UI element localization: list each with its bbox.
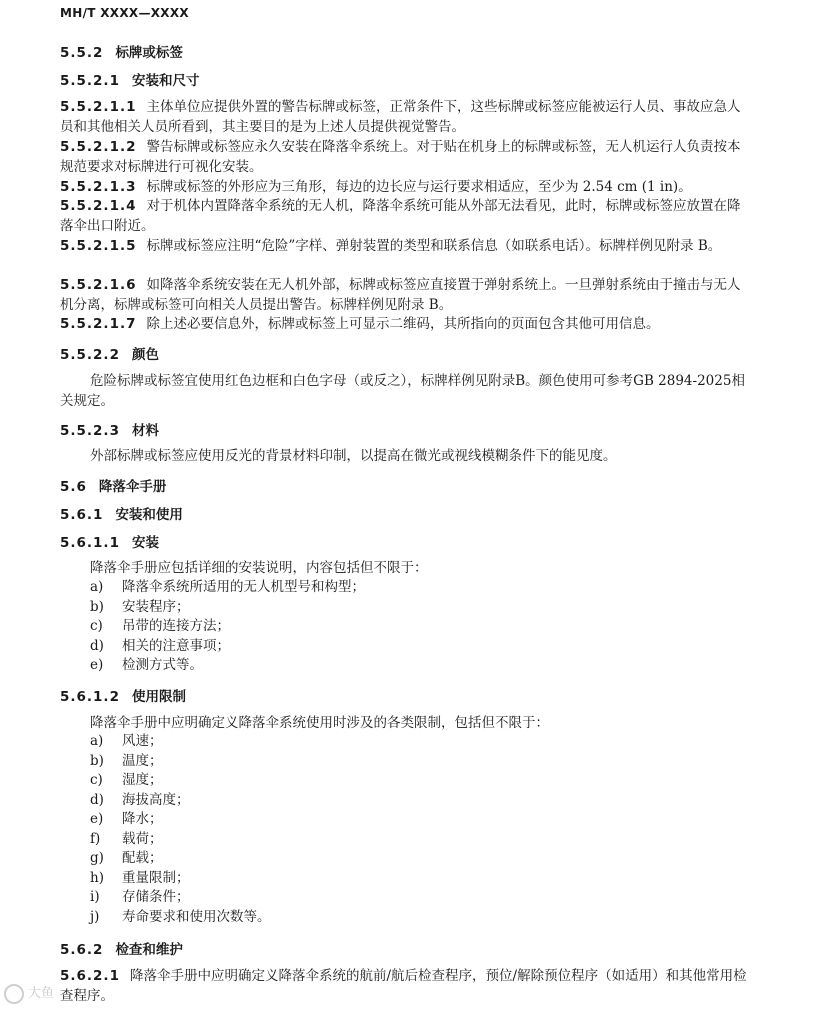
watermark-text: 大鱼 [28,986,55,1001]
standard-number-header: MH/T XXXX—XXXX [60,6,189,20]
list-item-text: 降落伞系统所适用的无人机型号和构型； [122,579,365,595]
heading-number: 5.5.2.2 [60,347,120,363]
list-marker: d) [90,637,104,654]
heading-number: 5.6.2 [60,942,104,958]
heading-title: 使用限制 [131,689,186,705]
heading-title: 颜色 [131,347,159,363]
list-marker: a) [90,733,104,749]
heading-number: 5.6 [60,479,87,495]
list-item-text: 海拔高度； [122,791,190,808]
clause-5-5-2-1-4 [60,196,750,236]
list-item-text: 配载； [122,850,163,866]
clause-5-5-2-1-6 [60,275,750,315]
heading-5-5-2 [60,41,183,61]
list-item-text: 安装程序； [122,598,190,615]
list-item [90,617,365,637]
list-item [90,752,271,772]
heading-title: 安装和使用 [115,507,183,523]
paragraph-color: 危险标牌或标签宜使用红色边框和白色字母（或反之），标牌样例见附录B。颜色使用可参考GB 2894-2025相关规定。 [60,373,745,409]
clause-text: 如降落伞系统安装在无人机外部，标牌或标签应直接置于弹射系统上。一旦弹射系统由于撞击与无人机分离，标牌或标签可向相关人员提出警告。标牌样例见附录 B。 [60,277,741,313]
list-item-text: 湿度； [122,772,163,788]
heading-5-6-1-1 [60,531,159,551]
list-marker: e) [90,811,104,827]
clause-number: 5.5.2.1.7 [60,316,137,332]
install-list [90,578,365,676]
clause-text: 标牌或标签应注明“危险”字样、弹射装置的类型和联系信息（如联系电话）。标牌样例见附录 B。 [146,238,722,254]
list-marker: b) [90,598,104,615]
list-item-text: 检测方式等。 [122,657,203,673]
list-item [90,732,271,752]
heading-5-5-2-2 [60,343,159,363]
heading-number: 5.6.1 [60,507,104,523]
clause-text: 主体单位应提供外置的警告标牌或标签，正常条件下，这些标牌或标签应能被运行人员、事故应急人员和其他相关人员所看到，其主要目的是为上述人员提供视觉警告。 [60,99,741,135]
heading-title: 材料 [131,423,159,439]
clause-text: 除上述必要信息外，标牌或标签上可显示二维码，其所指向的页面包含其他可用信息。 [146,316,660,332]
list-marker: c) [90,772,103,788]
list-marker: b) [90,752,104,769]
list-item-text: 寿命要求和使用次数等。 [122,908,271,925]
heading-5-5-2-3 [60,419,159,439]
list-marker: j) [90,908,100,925]
paragraph-limits: 降落伞手册中应明确定义降落伞系统使用时涉及的各类限制，包括但不限于： [90,715,549,731]
list-item [90,791,271,811]
clause-number: 5.5.2.1.2 [60,139,137,155]
list-item-text: 降水； [122,811,163,827]
heading-number: 5.5.2 [60,45,104,61]
heading-5-6-1 [60,503,183,523]
clause-text: 警告标牌或标签应永久安装在降落伞系统上。对于贴在机身上的标牌或标签，无人机运行人负责按本规范要求对标牌进行可视化安装。 [60,139,741,175]
heading-5-6 [60,475,166,495]
list-marker: h) [90,869,104,886]
list-item [90,849,271,869]
clause-5-5-2-1-3 [60,177,750,197]
list-item [90,637,365,657]
list-marker: e) [90,657,104,673]
list-item [90,598,365,618]
list-item-text: 吊带的连接方法； [122,618,230,634]
list-item-text: 存储条件； [122,889,190,905]
paragraph-install: 降落伞手册应包括详细的安装说明，内容包括但不限于： [90,560,428,576]
list-marker: i) [90,889,100,905]
clause-5-5-2-1-5 [60,236,750,256]
list-item [90,656,365,676]
heading-5-5-2-1 [60,69,199,89]
clause-number: 5.5.2.1.4 [60,198,137,214]
list-item-text: 风速； [122,733,163,749]
clause-number: 5.5.2.1.3 [60,179,137,195]
list-item [90,578,365,598]
list-item-text: 重量限制； [122,869,190,886]
limits-list [90,732,271,927]
clause-text: 降落伞手册中应明确定义降落伞系统的航前/航后检查程序，预位/解除预位程序（如适用）和其他常用检查程序。 [60,968,747,1004]
heading-title: 安装和尺寸 [131,73,200,89]
heading-title: 降落伞手册 [98,479,167,495]
list-marker: d) [90,791,104,808]
list-marker: g) [90,850,104,866]
heading-number: 5.5.2.1 [60,73,120,89]
heading-number: 5.6.1.1 [60,535,120,551]
heading-5-6-1-2 [60,685,186,705]
heading-title: 安装 [131,535,159,551]
clause-5-5-2-1-1 [60,97,750,137]
paragraph-material: 外部标牌或标签应使用反光的背景材料印制，以提高在微光或视线模糊条件下的能见度。 [90,448,617,464]
heading-title: 标牌或标签 [115,45,183,61]
list-marker: f) [90,830,101,847]
heading-number: 5.5.2.3 [60,423,120,439]
heading-number: 5.6.1.2 [60,689,120,705]
clause-number: 5.6.2.1 [60,968,120,984]
list-item [90,810,271,830]
list-marker: c) [90,618,103,634]
clause-number: 5.5.2.1.5 [60,238,137,254]
watermark [4,982,54,1004]
list-item-text: 温度； [122,752,163,769]
list-marker: a) [90,579,104,595]
heading-title: 检查和维护 [115,942,183,958]
clause-number: 5.5.2.1.1 [60,99,137,115]
list-item-text: 载荷； [122,830,163,847]
heading-5-6-2 [60,938,183,958]
watermark-logo-icon [4,984,24,1004]
clause-5-5-2-1-7 [60,314,750,334]
list-item [90,830,271,850]
list-item-text: 相关的注意事项； [122,637,230,654]
clause-text: 标牌或标签的外形应为三角形，每边的边长应与运行要求相适应，至少为 2.54 cm (1 in)。 [146,179,692,195]
list-item [90,908,271,928]
list-item [90,771,271,791]
clause-5-5-2-1-2 [60,137,750,177]
clause-text: 对于机体内置降落伞系统的无人机，降落伞系统可能从外部无法看见，此时，标牌或标签应放置在降落伞出口附近。 [60,198,741,234]
list-item [90,869,271,889]
clause-number: 5.5.2.1.6 [60,277,137,293]
clause-5-6-2-1 [60,966,750,1006]
list-item [90,888,271,908]
